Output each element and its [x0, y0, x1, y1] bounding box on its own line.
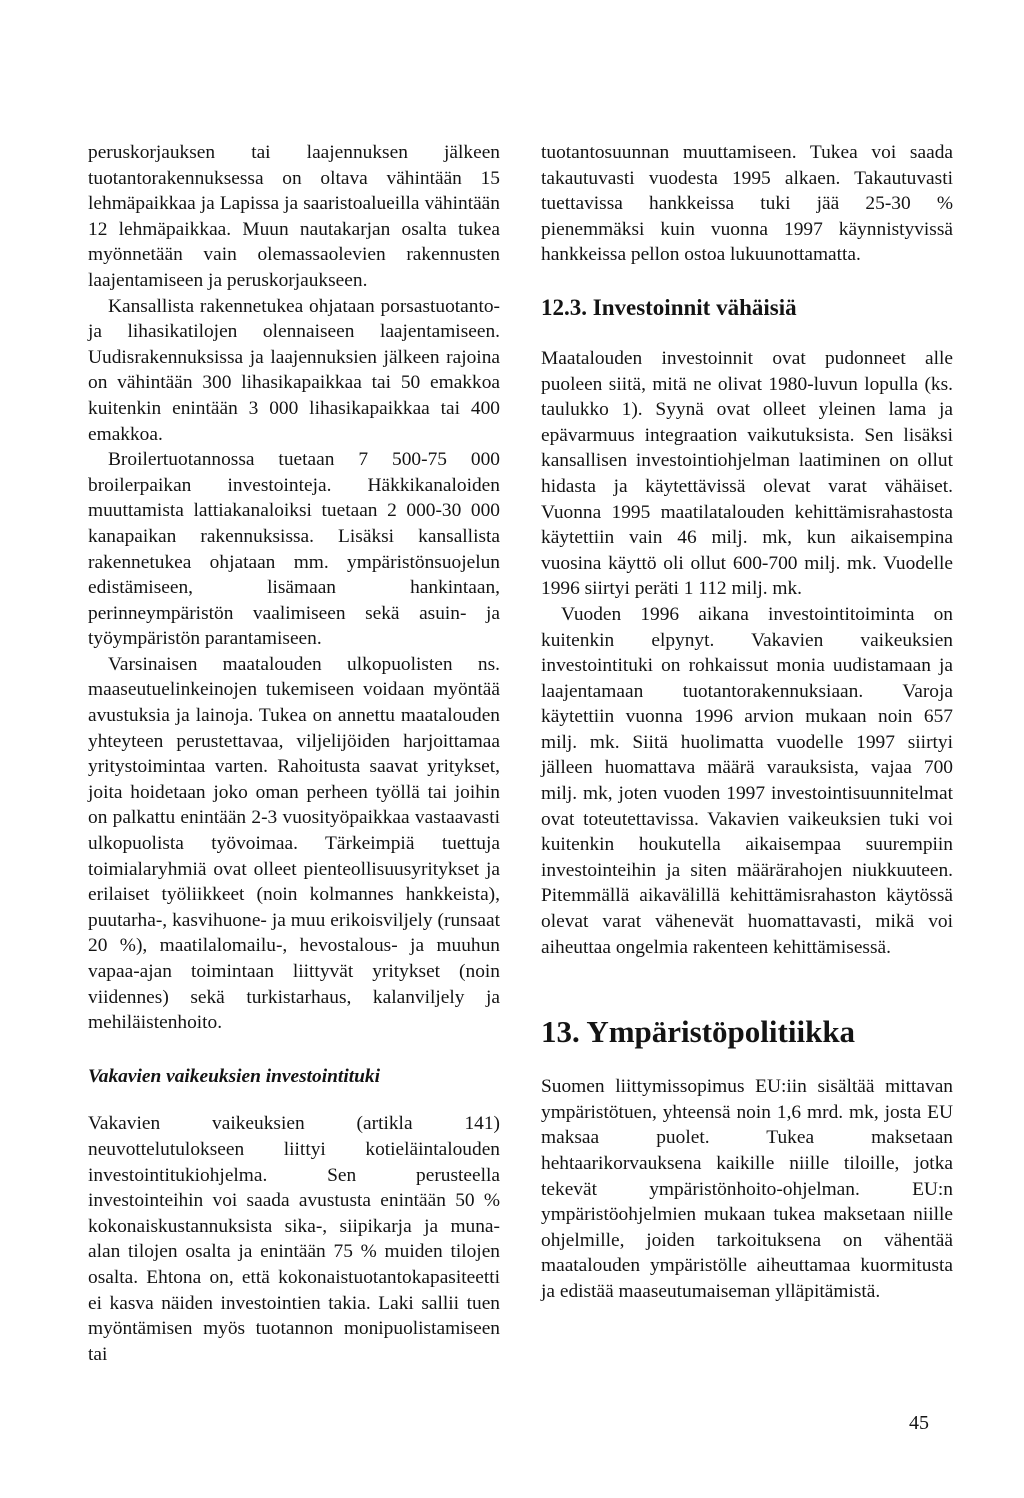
paragraph: Varsinaisen maatalouden ulkopuolisten ns. maaseutuelinkeinojen tukemiseen voidaan myöntää avustuksia ja lainoja. Tukea on annettu maatalouden yhteyteen perustettavaa, viljelijöiden harjoittamaa yritystoimintaa varten. Rahoitusta saavat yritykset, joita hoidetaan joko oman perheen työllä tai joihin on palkattu enintään 2-3 vuosityöpaikkaa vastaavasti ulkopuolista työvoimaa. Tärkeimpiä tuettuja toimialaryhmiä ovat olleet pienteollisuusyritykset ja erilaiset työliikkeet (noin kolmannes hankkeista), puutarha-, kasvihuone- ja muu erikoisviljely (runsaat 20 %), maatilalomailu-, hevostalous- ja muuhun vapaa-ajan toimintaan liittyvät yritykset (noin viidennes) sekä turkistarhaus, kalanviljely ja mehiläistenhoito. [88, 653, 500, 1034]
paragraph: Suomen liittymissopimus EU:iin sisältää mittavan ympäristötuen, yhteensä noin 1,6 mrd. mk, josta EU maksaa puolet. Tukea maksetaan hehtaarikorvauksena kaikille niille tiloille, jotka tekevät ympäristönhoito-ohjelman. EU:n ympäristöohjelmien mukaan tukea maksetaan niille ohjelmille, joiden tarkoituksena on vähentää maatalouden ympäristölle aiheuttamaa kuormitusta ja edistää maaseutumaiseman ylläpitämistä. [541, 1076, 953, 1302]
left-column [88, 140, 500, 1367]
paragraph: tuotantosuunnan muuttamiseen. Tukea voi saada takautuvasti vuodesta 1995 alkaen. Takautuvasti tuettavissa hankkeissa tuki jää 25-30 % pienemmäksi kuin vuonna 1997 käynnistyvissä hankkeissa pellon ostoa lukuunottamatta. [541, 142, 953, 266]
section-heading-13: 13. Ympäristöpolitiikka [541, 1014, 856, 1050]
paragraph: Vakavien vaikeuksien (artikla 141) neuvottelutulokseen liittyi kotieläintalouden investointitukiohjelma. Sen perusteella investointeihin voi saada avustusta enintään 50 % kokonaiskustannuksista sika-, siipikarja ja muna-alan tilojen osalta ja enintään 75 % muiden tilojen osalta. Ehtona on, että kokonaistuotantokapasiteetti ei kasva näiden investointien takia. Laki sallii tuen myöntämisen myös tuotannon monipuolistamiseen tai [88, 1113, 500, 1365]
right-column [541, 140, 953, 1305]
paragraph: Maatalouden investoinnit ovat pudonneet alle puoleen siitä, mitä ne olivat 1980-luvun lopulla (ks. taulukko 1). Syynä ovat olleet yleinen lama ja epävarmuus integraation vaikutuksista. Sen lisäksi kansallisen investointiohjelman laatiminen on ollut hidasta ja käytettävissä olevat varat vähäiset. Vuonna 1995 maatilatalouden kehittämisrahastosta käytettiin vain 46 milj. mk, kun aikaisempina vuosina käyttö oli ollut 600-700 milj. mk. Vuodelle 1996 siirtyi peräti 1 112 milj. mk. [541, 347, 953, 600]
section-heading-12-3: 12.3. Investoinnit vähäisiä [541, 294, 797, 320]
paragraph: Broilertuotannossa tuetaan 7 500-75 000 broilerpaikan investointeja. Häkkikanaloiden muuttamista lattiakanaloiksi tuetaan 2 000-30 000 kanapaikan rakennuksissa. Lisäksi kansallista rakennetukea ohjataan mm. ympäristönsuojelun edistämiseen, lisämaan hankintaan, perinneympäristön vaalimiseen sekä asuin- ja työympäristön parantamiseen. [88, 449, 500, 650]
paragraph: Kansallista rakennetukea ohjataan porsastuotanto- ja lihasikatilojen olennaiseen laajentamiseen. Uudisrakennuksissa ja laajennuksien jälkeen rajoina on vähintään 300 lihasikapaikkaa tai 50 emakkoa kuitenkin enintään 3 000 lihasikapaikkaa tai 400 emakkoa. [88, 295, 500, 445]
subheading: Vakavien vaikeuksien investointituki [88, 1065, 380, 1087]
paragraph: peruskorjauksen tai laajennuksen jälkeen tuotantorakennuksessa on oltava vähintään 15 lehmäpaikkaa ja Lapissa ja saaristoalueilla vähintään 12 lehmäpaikkaa. Muun nautakarjan osalta tukea myönnetään vain olemassaolevien rakennusten laajentamiseen ja peruskorjaukseen. [88, 142, 500, 291]
page-number: 45 [909, 1412, 929, 1434]
paragraph: Vuoden 1996 aikana investointitoiminta on kuitenkin elpynyt. Vakavien vaikeuksien investointituki on rohkaissut monia uudistamaan ja laajentamaan tuotantorakennuksiaan. Varoja käytettiin vuonna 1996 arvion mukaan noin 657 milj. mk. Siitä huolimatta vuodelle 1997 siirtyi jälleen huomattava määrä varauksista, vajaa 700 milj. mk, joten vuoden 1997 investointisuunnitelmat ovat toteutettavissa. Vakavien vaikeuksien tuki voi kuitenkin houkutella aikaisempaa suurempiin investointeihin ja siten määrärahojen niukkuuteen. Pitemmällä aikavälillä kehittämisrahaston käytössä olevat varat vähenevät huomattavasti, mikä voi aiheuttaa ongelmia rakenteen kehittämisessä. [541, 603, 953, 958]
